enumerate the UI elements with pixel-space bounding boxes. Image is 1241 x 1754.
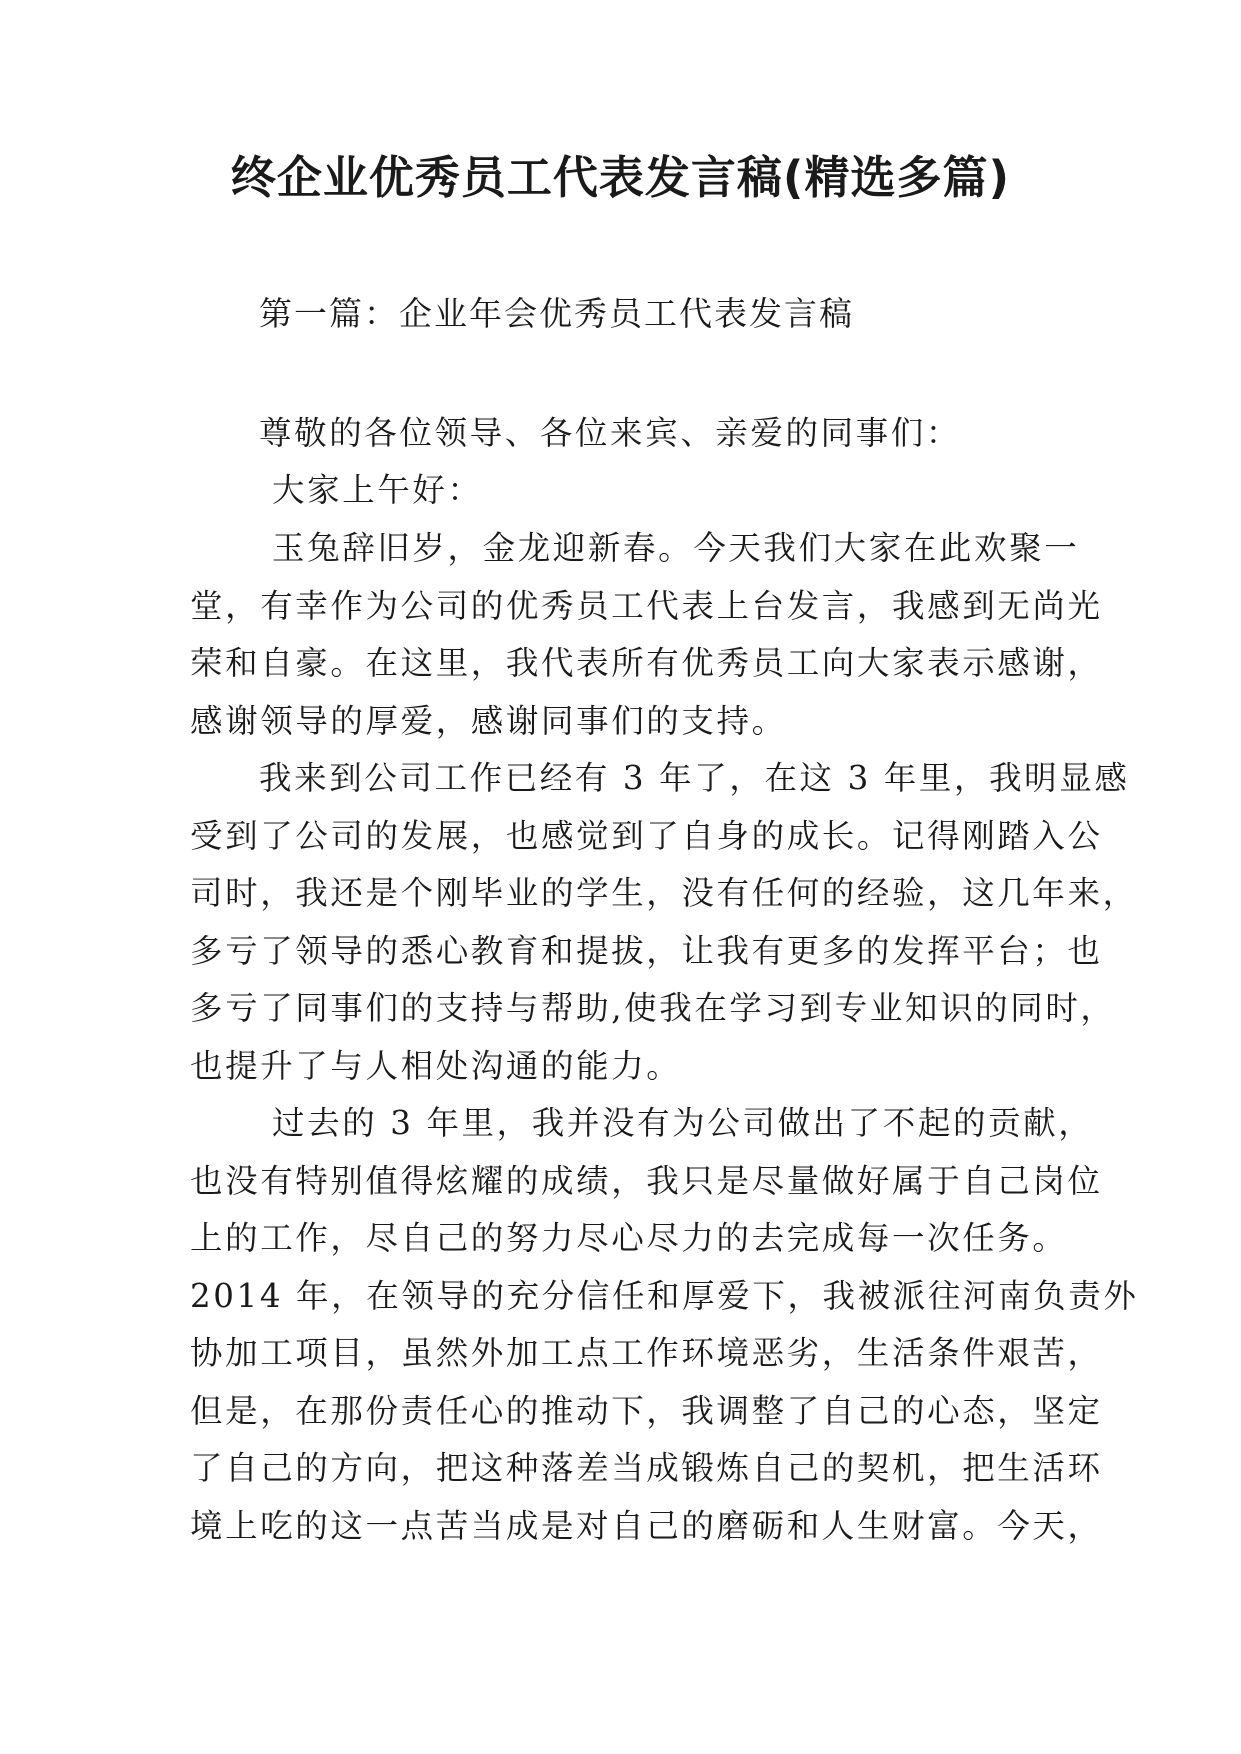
paragraph-3 xyxy=(190,1095,1139,1555)
paragraph-line: 过去的 3 年里，我并没有为公司做出了不起的贡献， xyxy=(272,1104,1094,1142)
paragraph-line: 也提升了与人相处沟通的能力。 xyxy=(190,1046,682,1085)
salutation xyxy=(259,405,1127,463)
paragraph-line: 玉兔辞旧岁，金龙迎新春。今天我们大家在此欢聚一 xyxy=(272,529,1080,567)
paragraph-line: 境上吃的这一点苦当成是对自己的磨砺和人生财富。今天， xyxy=(190,1506,1103,1545)
paragraph-line: 了自己的方向，把这种落差当成锻炼自己的契机，把生活环 xyxy=(190,1449,1103,1487)
paragraph-line: 荣和自豪。在这里，我代表所有优秀员工向大家表示感谢， xyxy=(190,644,1103,682)
paragraph-1 xyxy=(190,520,1103,750)
paragraph-line: 堂，有幸作为公司的优秀员工代表上台发言，我感到无尚光 xyxy=(190,586,1103,625)
paragraph-line: 但是，在那份责任心的推动下，我调整了自己的心态，坚定 xyxy=(190,1391,1103,1430)
section-heading: 第一篇：企业年会优秀员工代表发言稿 xyxy=(259,294,854,333)
document-title: 终企业优秀员工代表发言稿(精选多篇) xyxy=(230,151,1011,204)
paragraph-line: 多亏了领导的悉心教育和提拔，让我有更多的发挥平台；也 xyxy=(190,931,1103,970)
paragraph-line: 司时，我还是个刚毕业的学生，没有任何的经验，这几年来， xyxy=(190,874,1138,912)
paragraph-2 xyxy=(190,750,1138,1095)
paragraph-line: 感谢领导的厚爱，感谢同事们的支持。 xyxy=(190,701,787,740)
greeting-line: 大家上午好： xyxy=(272,471,483,509)
paragraph-line: 多亏了同事们的支持与帮助,使我在学习到专业知识的同时， xyxy=(190,989,1116,1027)
paragraph-line: 上的工作，尽自己的努力尽心尽力的去完成每一次任务。 xyxy=(190,1219,1068,1257)
paragraph-line: 也没有特别值得炫耀的成绩，我只是尽量做好属于自己岗位 xyxy=(190,1161,1103,1200)
salutation-line: 尊敬的各位领导、各位来宾、亲爱的同事们： xyxy=(259,414,962,452)
paragraph-line: 受到了公司的发展，也感觉到了自身的成长。记得刚踏入公 xyxy=(190,816,1103,855)
paragraph-line: 2014 年，在领导的充分信任和厚爱下，我被派往河南负责外 xyxy=(190,1276,1139,1315)
paragraph-line: 我来到公司工作已经有 3 年了，在这 3 年里，我明显感 xyxy=(259,759,1130,797)
paragraph-line: 协加工项目，虽然外加工点工作环境恶劣，生活条件艰苦， xyxy=(190,1334,1103,1372)
greeting xyxy=(272,462,1140,520)
